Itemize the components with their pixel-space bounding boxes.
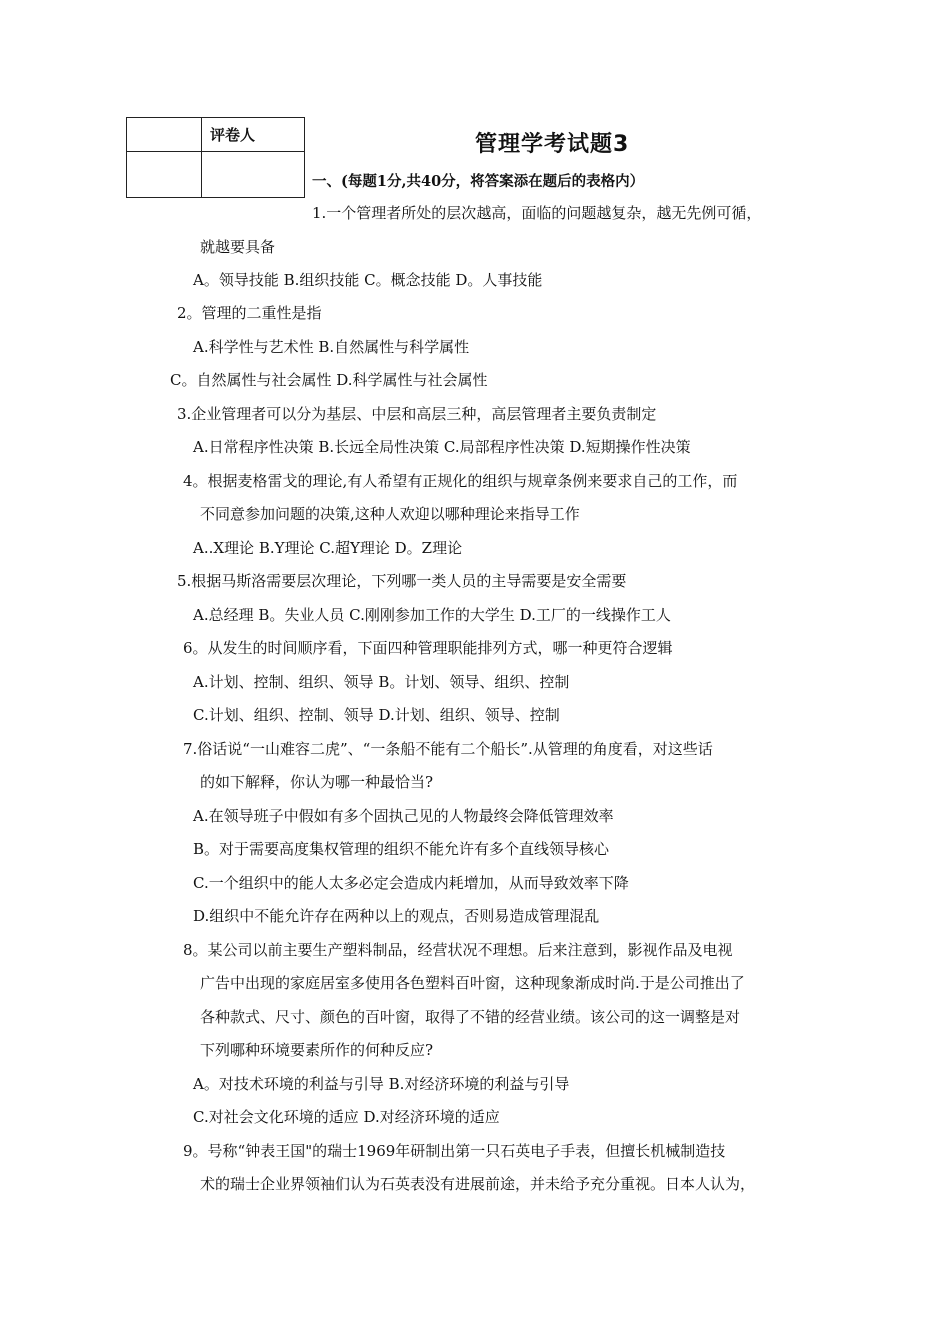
grader-table	[126, 117, 305, 198]
grader-label: 评卷人	[202, 118, 305, 152]
question-line: 5.根据马斯洛需要层次理论，下列哪一类人员的主导需要是安全需要	[177, 572, 627, 590]
question-line: 6。从发生的时间顺序看，下面四种管理职能排列方式，哪一种更符合逻辑	[183, 639, 673, 657]
option-line: C。自然属性与社会属性 D.科学属性与社会属性	[170, 371, 488, 389]
question-line: 各种款式、尺寸、颜色的百叶窗，取得了不错的经营业绩。该公司的这一调整是对	[200, 1008, 741, 1026]
question-line: 8。某公司以前主要生产塑料制品，经营状况不理想。后来注意到，影视作品及电视	[183, 941, 733, 959]
grader-signature-blank	[202, 152, 305, 198]
option-line: B。对于需要高度集权管理的组织不能允许有多个直线领导核心	[193, 840, 610, 858]
grader-score-blank	[127, 152, 202, 198]
question-line: 4。根据麦格雷戈的理论,有人希望有正规化的组织与规章条例来要求自己的工作，而	[183, 472, 738, 490]
question-line: 就越要具备	[200, 238, 276, 256]
option-line: A.在领导班子中假如有多个固执己见的人物最终会降低管理效率	[193, 807, 614, 825]
question-line: 不同意参加问题的决策,这种人欢迎以哪种理论来指导工作	[200, 505, 580, 523]
option-line: C.对社会文化环境的适应 D.对经济环境的适应	[193, 1108, 500, 1126]
page-title: 管理学考试题3	[475, 132, 630, 157]
question-line: 3.企业管理者可以分为基层、中层和高层三种，高层管理者主要负责制定	[177, 405, 657, 423]
section-header: 一、(每题1分,共40分，将答案添在题后的表格内）	[312, 173, 645, 190]
question-line: 下列哪种环境要素所作的何种反应?	[200, 1041, 434, 1059]
question-line: 7.俗话说“一山难容二虎”、“一条船不能有二个船长”.从管理的角度看，对这些话	[183, 740, 713, 758]
question-line: 术的瑞士企业界领袖们认为石英表没有进展前途，并未给予充分重视。日本人认为，	[200, 1175, 756, 1193]
question-line: 广告中出现的家庭居室多使用各色塑料百叶窗，这种现象渐成时尚.于是公司推出了	[200, 974, 745, 992]
grader-score-cell	[127, 118, 202, 152]
option-line: A.总经理 B。失业人员 C.刚刚参加工作的大学生 D.工厂的一线操作工人	[193, 606, 671, 624]
option-line: A.计划、控制、组织、领导 B。计划、领导、组织、控制	[193, 673, 570, 691]
option-line: A.科学性与艺术性 B.自然属性与科学属性	[193, 338, 470, 356]
question-line: 9。号称“钟表王国"的瑞士1969年研制出第一只石英电子手表，但擅长机械制造技	[183, 1142, 726, 1160]
option-line: A..X理论 B.Y理论 C.超Y理论 D。Z理论	[193, 539, 463, 557]
question-line: 2。管理的二重性是指	[177, 304, 322, 322]
option-line: A。对技术环境的利益与引导 B.对经济环境的利益与引导	[193, 1075, 570, 1093]
option-line: A。领导技能 B.组织技能 C。概念技能 D。人事技能	[193, 271, 543, 289]
question-line: 的如下解释，你认为哪一种最恰当?	[200, 773, 434, 791]
option-line: D.组织中不能允许存在两种以上的观点，否则易造成管理混乱	[193, 907, 600, 925]
option-line: A.日常程序性决策 B.长远全局性决策 C.局部程序性决策 D.短期操作性决策	[193, 438, 691, 456]
option-line: C.计划、组织、控制、领导 D.计划、组织、领导、控制	[193, 706, 560, 724]
option-line: C.一个组织中的能人太多必定会造成内耗增加，从而导致效率下降	[193, 874, 629, 892]
question-line: 1.一个管理者所处的层次越高，面临的问题越复杂，越无先例可循，	[312, 204, 762, 222]
